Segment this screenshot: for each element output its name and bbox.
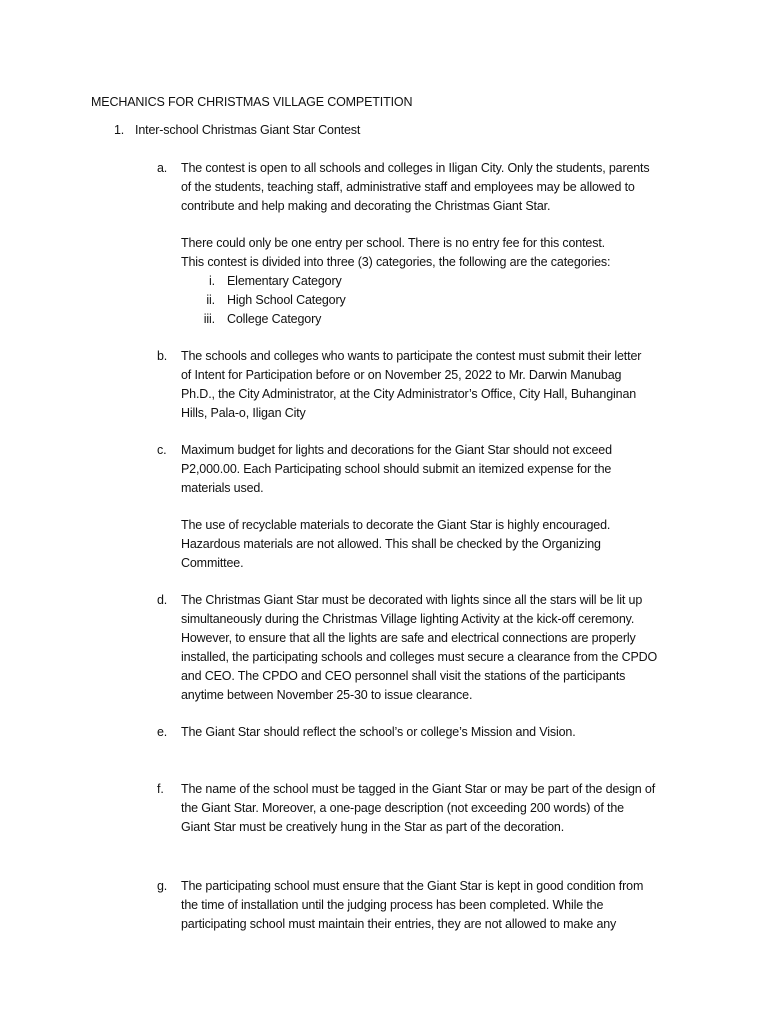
item-d-line: The Christmas Giant Star must be decorated with lights since all the stars will be lit up — [181, 593, 643, 607]
document-title: MECHANICS FOR CHRISTMAS VILLAGE COMPETITION — [91, 95, 413, 109]
item-b-line: of Intent for Participation before or on November 25, 2022 to Mr. Darwin Manubag — [181, 368, 622, 382]
category-numeral: iii. — [203, 312, 215, 326]
category-label: Elementary Category — [227, 274, 342, 288]
item-c-line: materials used. — [181, 481, 264, 495]
section-heading: Inter-school Christmas Giant Star Contest — [135, 123, 361, 137]
item-c-line: P2,000.00. Each Participating school should submit an itemized expense for the — [181, 462, 612, 476]
item-c-para2-line: Committee. — [181, 556, 244, 570]
item-e-line: The Giant Star should reflect the school’s or college’s Mission and Vision. — [181, 725, 576, 739]
item-f-line: Giant Star must be creatively hung in the Star as part of the decoration. — [181, 820, 565, 834]
item-g-marker: g. — [157, 879, 168, 893]
item-b-marker: b. — [157, 349, 168, 363]
item-b-line: Ph.D., the City Administrator, at the City Administrator’s Office, City Hall, Buhanginan — [181, 387, 637, 401]
item-f-line: The name of the school must be tagged in the Giant Star or may be part of the design of — [181, 782, 656, 796]
item-d-marker: d. — [157, 593, 168, 607]
item-c-line: Maximum budget for lights and decorations for the Giant Star should not exceed — [181, 443, 612, 457]
item-c-para2-line: The use of recyclable materials to decorate the Giant Star is highly encouraged. — [181, 518, 611, 532]
item-d-line: simultaneously during the Christmas Village lighting Activity at the kick-off ceremony. — [181, 612, 635, 626]
item-a-line: of the students, teaching staff, administrative staff and employees may be allowed to — [181, 180, 635, 194]
item-b-line: Hills, Pala-o, Iligan City — [181, 406, 306, 420]
category-label: College Category — [227, 312, 322, 326]
item-e-marker: e. — [157, 725, 168, 739]
item-d-line: and CEO. The CPDO and CEO personnel shall visit the stations of the participants — [181, 669, 626, 683]
item-a-para2-line: There could only be one entry per school. There is no entry fee for this contest. — [181, 236, 605, 250]
item-d-line: installed, the participating schools and colleges must secure a clearance from the CPDO — [181, 650, 658, 664]
item-f-line: the Giant Star. Moreover, a one-page description (not exceeding 200 words) of the — [181, 801, 624, 815]
item-g-line: The participating school must ensure that the Giant Star is kept in good condition from — [181, 879, 644, 893]
item-g-line: participating school must maintain their entries, they are not allowed to make any — [181, 917, 617, 931]
item-f-marker: f. — [157, 782, 164, 796]
category-numeral: ii. — [206, 293, 215, 307]
item-b-line: The schools and colleges who wants to participate the contest must submit their letter — [181, 349, 642, 363]
item-d-line: However, to ensure that all the lights are safe and electrical connections are properly — [181, 631, 636, 645]
item-a-line: contribute and help making and decorating the Christmas Giant Star. — [181, 199, 551, 213]
item-c-marker: c. — [157, 443, 167, 457]
category-numeral: i. — [209, 274, 215, 288]
item-g-line: the time of installation until the judging process has been completed. While the — [181, 898, 604, 912]
category-label: High School Category — [227, 293, 346, 307]
item-d-line: anytime between November 25-30 to issue clearance. — [181, 688, 473, 702]
item-a-line: The contest is open to all schools and colleges in Iligan City. Only the students, parents — [181, 161, 650, 175]
section-number: 1. — [114, 123, 125, 137]
item-c-para2-line: Hazardous materials are not allowed. This shall be checked by the Organizing — [181, 537, 601, 551]
item-a-para2-line: This contest is divided into three (3) categories, the following are the categories: — [181, 255, 611, 269]
item-a-marker: a. — [157, 161, 168, 175]
